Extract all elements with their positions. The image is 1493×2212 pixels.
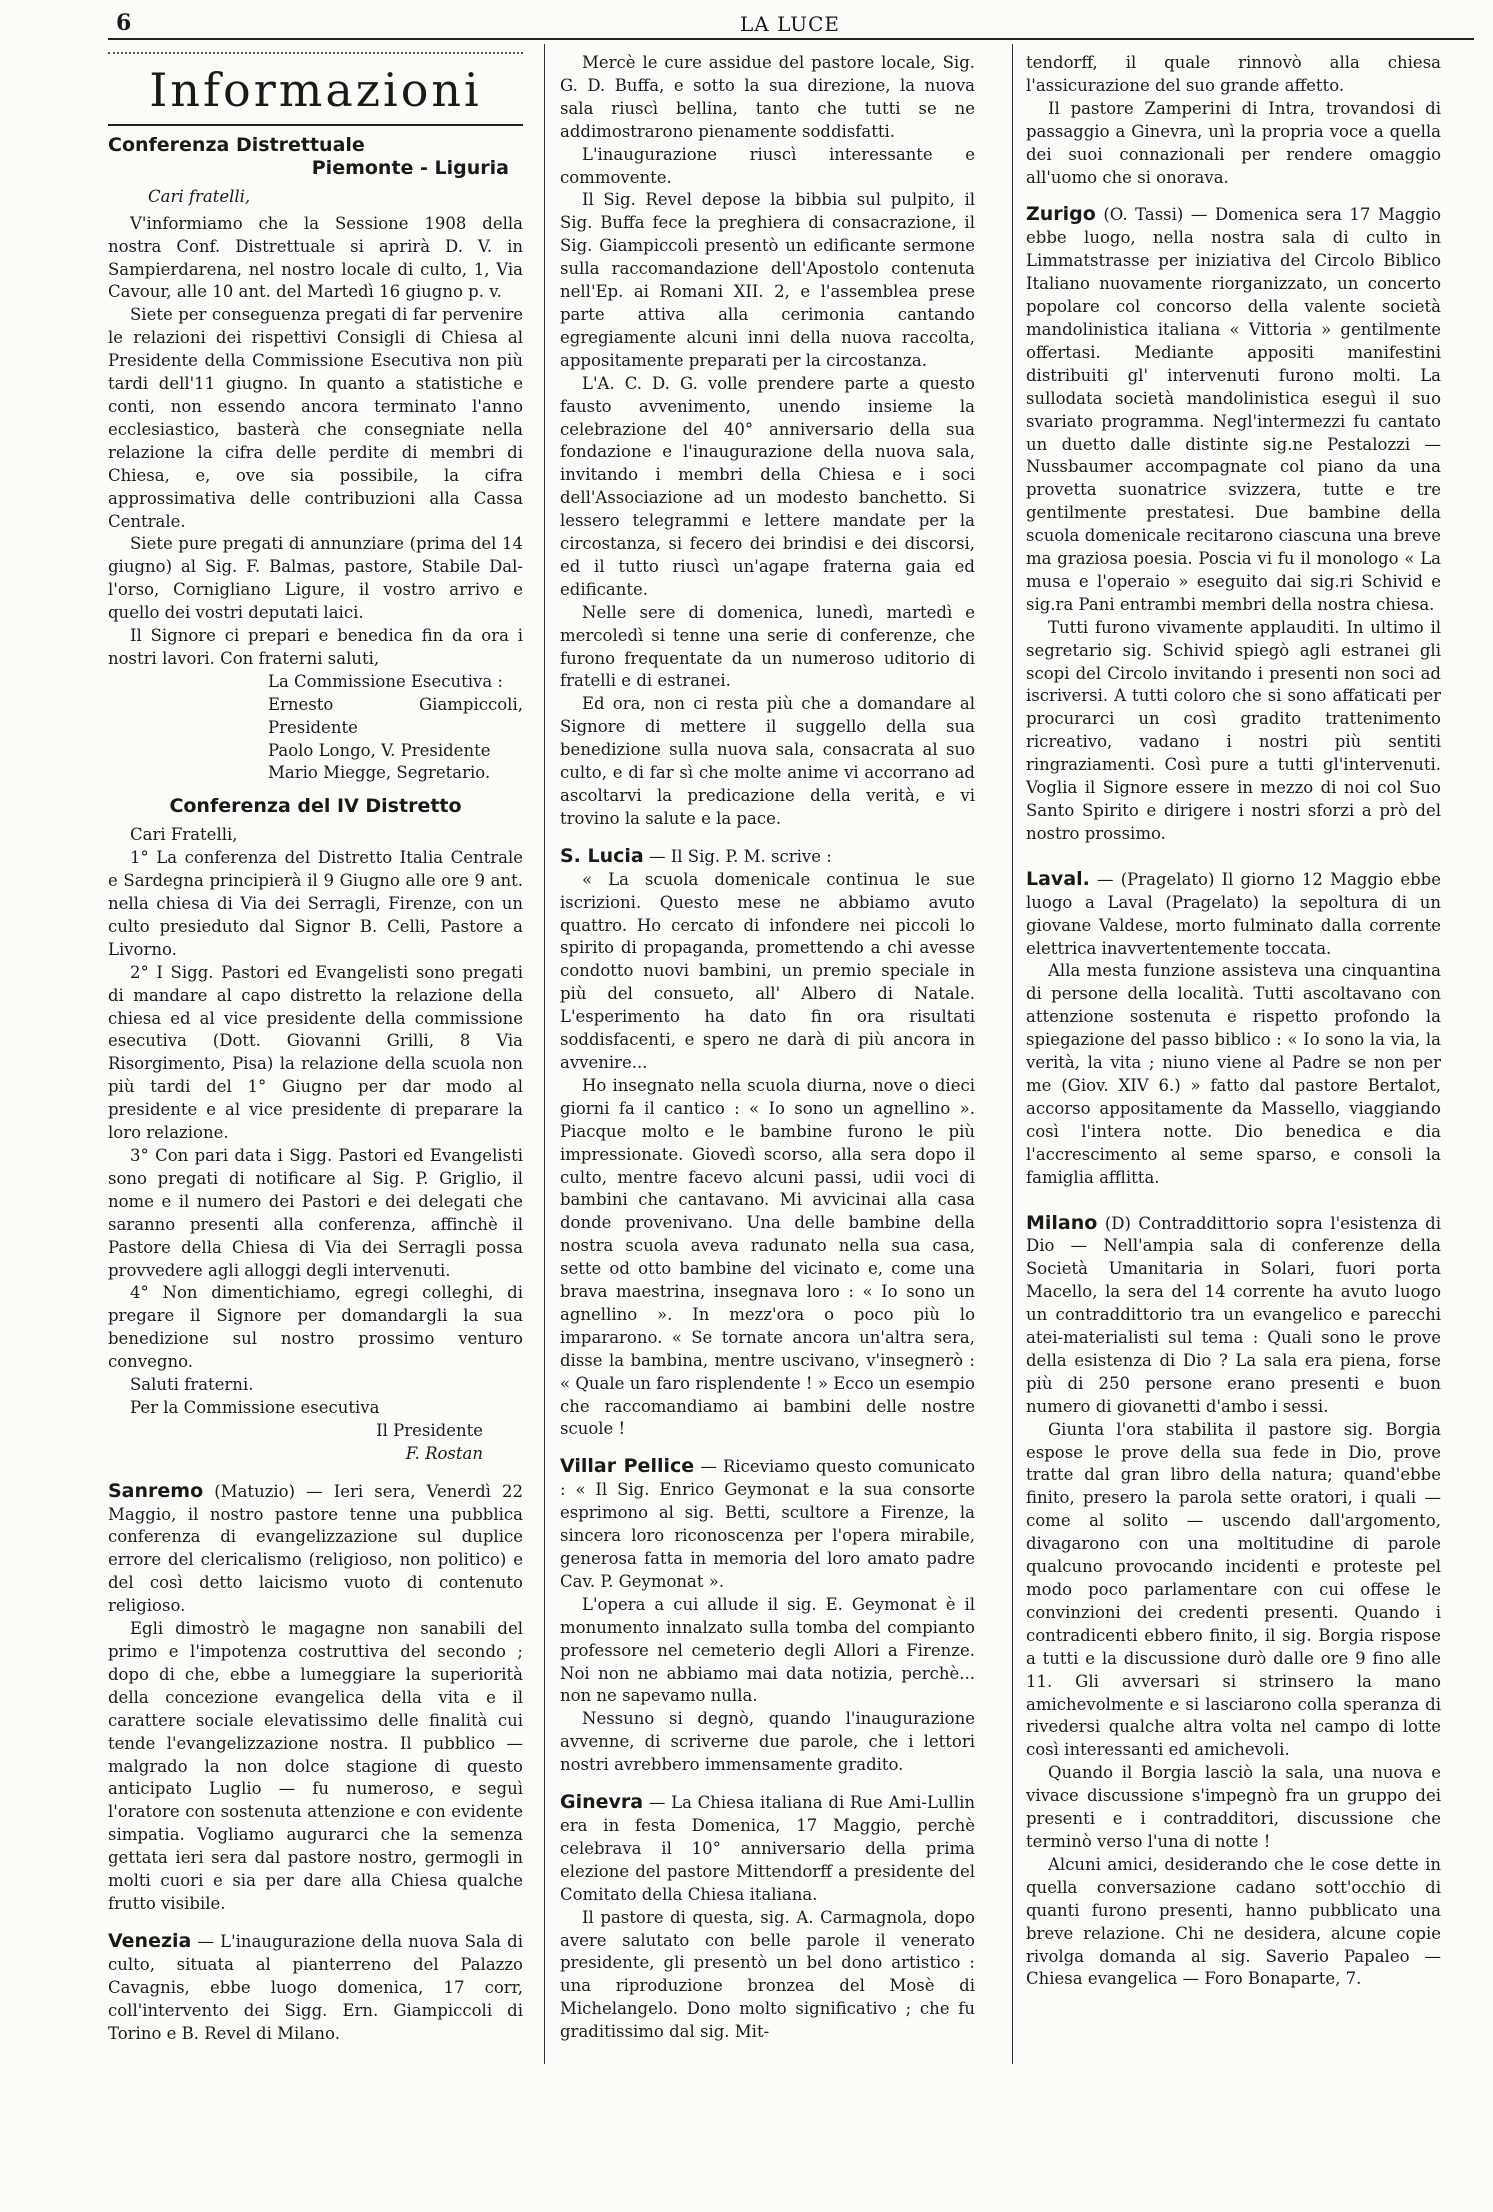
paragraph: Quando il Borgia lasciò la sala, una nuova e vivace discussione s'impegnò fra un gruppo dei presenti e i contradditori, discussione che terminò verso l'una di notte ! [1026, 1763, 1441, 1851]
paragraph: Per la Commissione esecutiva [130, 1397, 380, 1417]
column-2 [560, 52, 975, 2044]
signature-line: La Commissione Esecutiva : [268, 671, 503, 691]
paragraph: Siete per conseguenza pregati di far pervenire le relazioni dei rispettivi Consigli di Chiesa al Presidente della Commissione Esecutiva non più tardi dell'11 giugno. In quanto a statistiche e conti, non essendo ancora terminato l'anno ecclesiastico, basterà che consegniate nella relazione la cifra delle perdite di membri di Chiesa, e, ove sia possibile, la cifra approssimativa delle contribuzioni alla Cassa Centrale. [108, 305, 523, 531]
article-lead: — (Pragelato) Il giorno 12 Maggio ebbe luogo a Laval (Pragelato) la sepoltura di un giovane Valdese, morto fulminato dalla corrente elettrica inavvertentemente toccata. [1026, 869, 1441, 958]
signature-name: F. Rostan [405, 1443, 483, 1463]
article-heading: Villar Pellice [560, 1455, 695, 1478]
article-heading: S. Lucia [560, 844, 644, 867]
article-subheading: Piemonte - Liguria [311, 156, 509, 179]
paragraph: tendorff, il quale rinnovò alla chiesa l'assicurazione del suo grande affetto. [1026, 53, 1441, 95]
paragraph: Saluti fraterni. [130, 1375, 254, 1395]
paragraph: L'opera a cui allude il sig. E. Geymonat è il monumento innalzato sulla tomba del compianto professore nel cemeterio degli Allori a Firenze. Noi non ne abbiamo mai data notizia, perchè... non ne sapevamo nulla. [560, 1594, 975, 1706]
article-heading: Sanremo [108, 1479, 204, 1502]
paragraph: Il pastore di questa, sig. A. Carmagnola, dopo avere salutato con belle parole il venerato presidente, gli presentò un bel dono artistico : una riproduzione bronzea del Mosè di Michelangelo. Dono molto significativo ; che fu graditissimo dal sig. Mit- [560, 1907, 975, 2042]
paragraph: 1° La conferenza del Distretto Italia Centrale e Sardegna principierà il 9 Giugno alle ore 9 ant. nella chiesa di Via dei Serragli, Firenze, con un culto presieduto dal Signor B. Celli, Pastore a Livorno. [108, 848, 523, 959]
signature-line: Ernesto Giampiccoli, Presidente [268, 694, 523, 737]
paragraph: Mercè le cure assidue del pastore locale, Sig. G. D. Buffa, e sotto la sua direzione, la nuova sala riuscì bellina, tanto che tutti se ne addimostrarono pienamente soddisfatti. [560, 53, 975, 141]
signature-line: Il Presidente [376, 1420, 483, 1440]
article-lead: — La Chiesa italiana di Rue Ami-Lullin era in festa Domenica, 17 Maggio, perchè celebrava il 10° anniversario della prima elezione del pastore Mittendorff a presidente del Comitato della Chiesa italiana. [560, 1793, 975, 1904]
article-lead: (O. Tassi) — Domenica sera 17 Maggio ebbe luogo, nella nostra sala di culto in Limmatstrasse per iniziativa del Circolo Biblico Italiano nuovamente riorganizzato, un concerto popolare col concorso della valente società mandolinistica italiana « Vittoria » gentilmente offertasi. Mediante appositi manifestini distribuiti gl' intervenuti furono molti. La sullodata società mandolinistica eseguì il suo svariato programma. Negl'intermezzi fu cantato un duetto dalle distinte sig.ne Pestalozzi — Nussbaumer accompagnate col piano da una provetta suonatrice svizzera, tutte e tre gentilmente prestatesi. Due bambine della scuola domenicale recitarono ciascuna una breve ma graziosa poesia. Poscia vi fu il monologo « La musa e l'operaio » eseguito dai sig.ri Schivid e sig.ra Pani entrambi membri della nostra chiesa. [1026, 205, 1442, 614]
article-lead: — Il Sig. P. M. scrive : [649, 846, 832, 866]
paragraph: Giunta l'ora stabilita il pastore sig. Borgia espose le prove della sua fede in Dio, prove tratte dal gran libro della natura; quand'ebbe finito, presero la parola sette oratori, i quali — come al solito — uscendo dall'argomento, divagarono con una moltitudine di parole qualcuno provocando incidenti e proteste pel modo poco parlamentare con cui offese le convinzioni dei credenti presenti. Quando i contradicenti ebbero finito, il sig. Borgia rispose a tutti e la discussione durò dalle ore 9 fino alle 11. Gli avversari si strinsero la mano amichevolmente e si lasciarono colla speranza di rivedersi qualche altra volta nel campo di lotte così interessanti ed amichevoli. [1026, 1419, 1441, 1760]
article-lead: (Matuzio) — Ieri sera, Venerdì 22 Maggio, il nostro pastore tenne una pubblica conferenza di evangelizzazione sul duplice errore del clericalismo (religioso, non politico) e del così detto laicismo vuoto di contenuto religioso. [108, 1481, 524, 1616]
page-number: 6 [116, 10, 132, 36]
header-rule [108, 38, 1474, 40]
paragraph: Ho insegnato nella scuola diurna, nove o dieci giorni fa il cantico : « Io sono un agnellino ». Piacque molto e le bambine furono le più impressionate. Giovedì scorso, alla sera dopo il culto, mentre facevo alcuni passi, udii voci di bambini che cantavano. Mi avvicinai alla casa donde provenivano. Una delle bambine della nostra scuola aveva radunato nella sua casa, sette od otto bambine del vicinato e, come una brava maestrina, insegnava loro : « Io sono un agnellino ». In mezz'ora o poco più lo impararono. « Se tornate ancora un'altra sera, disse la bambina, mentre uscivano, v'insegnerò : « Quale un faro risplendente ! » Ecco un esempio che raccomandiamo ai bambini delle nostre scuole ! [560, 1075, 975, 1439]
paragraph: L'A. C. D. G. volle prendere parte a questo fausto avvenimento, unendo insieme la celebrazione del 40° anniversario della sua fondazione e l'inaugurazione della nuova sala, invitando i membri della Chiesa e i soci dell'Associazione ad un modesto banchetto. Si lessero telegrammi e lettere mandate per la circostanza, si fecero dei brindisi e dei discorsi, ed il tutto riuscì un'agape fraterna gaia ed edificante. [560, 373, 975, 599]
paragraph: 3° Con pari data i Sigg. Pastori ed Evangelisti sono pregati di notificare al Sig. P. Griglio, il nome e il numero dei Pastori e dei delegati che saranno presenti alla conferenza, affinchè il Pastore della Chiesa di Via dei Serragli possa provvedere agli alloggi degli intervenuti. [108, 1145, 523, 1280]
paragraph: Ed ora, non ci resta più che a domandare al Signore di mettere il suggello della sua benedizione sulla nuova sala, consacrata al suo culto, e di far sì che molte anime vi accorrano ad ascoltarvi la predicazione della verità, e vi trovino la salute e la pace. [560, 694, 975, 828]
signature-line: Paolo Longo, V. Presidente [268, 740, 491, 760]
paragraph: Tutti furono vivamente applauditi. In ultimo il segretario sig. Schivid spiegò agli estranei gli scopi del Circolo invitando i presenti non soci ad iscriversi. A tutti coloro che si sono affaticati per procurarci un così gradito trattenimento ricreativo, vadano i nostri più sentiti ringraziamenti. Così pure a tutti gl'intervenuti. Voglia il Signore essere in mezzo di noi col Suo Santo Spirito e dirigere i nostri sforzi a prò del nostro prossimo. [1026, 617, 1441, 843]
article-heading: Laval. [1026, 867, 1090, 890]
article-lead: — L'inaugurazione della nuova Sala di culto, situata al pianterreno del Palazzo Cavagnis, ebbe luogo domenica, 17 corr, coll'intervento dei Sigg. Ern. Giampiccoli di Torino e B. Revel di Milano. [108, 1931, 523, 2043]
salutation: Cari fratelli, [148, 186, 251, 206]
paragraph: V'informiamo che la Sessione 1908 della nostra Conf. Distrettuale si aprirà D. V. in Sampierdarena, nel nostro locale di culto, 1, Via Cavour, alle 10 ant. del Martedì 16 giugno p. v. [108, 213, 523, 302]
article-heading: Zurigo [1026, 203, 1096, 226]
paragraph: Siete pure pregati di annunziare (prima del 14 giugno) al Sig. F. Balmas, pastore, Stabile Dal-l'orso, Cornigliano Ligure, il vostro arrivo e quello dei vostri deputati laici. [108, 534, 523, 623]
masthead-rule [108, 124, 523, 126]
paragraph: Alla mesta funzione assisteva una cinquantina di persone della località. Tutti ascoltavano con attenzione sostenuta e rispetto profondo la spiegazione del passo biblico : « Io sono la via, la verità, la vita ; niuno viene al Padre se non per me (Giov. XIV 6.) » fatto dal pastore Bertalot, accorso appositamente da Massello, viaggiando così l'intera notte. Dio benedica e dia l'accrescimento al seme sparso, e consoli la famiglia afflitta. [1026, 961, 1441, 1187]
article-heading: Conferenza del IV Distretto [169, 795, 462, 818]
paragraph: Egli dimostrò le magagne non sanabili del primo e l'impotenza costruttiva del secondo ; dopo di che, ebbe a lumeggiare la superiorità della concezione evangelica della vita e il carattere sociale elevatissimo delle finalità cui tende l'evangelizzazione nostra. Il pubblico — malgrado la non dolce stagione di questo anticipato Luglio — fu numeroso, e seguì l'oratore con sostenuta attenzione e con evidente simpatia. Vogliamo augurarci che la semenza gettata ieri sera dal pastore nostro, germogli in molti cuori e sia per dare alla Chiesa qualche frutto visibile. [108, 1619, 523, 1913]
paragraph: L'inaugurazione riuscì interessante e commovente. [560, 144, 975, 187]
paragraph: Il Sig. Revel depose la bibbia sul pulpito, il Sig. Buffa fece la preghiera di consacrazione, il Sig. Giampiccoli presentò un edificante sermone sulla raccomandazione dell'Apostolo contenuta nell'Ep. ai Romani XII. 2, e l'assemblea prese parte attiva alla cerimonia cantando egregiamente alcuni inni della nuova raccolta, appositamente preparati per la circostanza. [560, 190, 975, 370]
column-divider [1012, 44, 1013, 2064]
article-lead: — Riceviamo questo comunicato : « Il Sig. Enrico Geymonat e la sua consorte esprimono al sig. Betti, scultore a Firenze, la sincera loro riconoscenza per l'opera mirabile, generosa fatta in memoria del loro amato padre Cav. P. Geymonat ». [560, 1457, 976, 1591]
paragraph: Il Signore ci prepari e benedica fin da ora i nostri lavori. Con fraterni saluti, [108, 626, 523, 668]
paragraph: 4° Non dimentichiamo, egregi colleghi, di pregare il Signore per domandargli la sua benedizione sul nostro prossimo venturo convegno. [108, 1283, 523, 1372]
article-heading: Venezia [108, 1929, 192, 1952]
article-heading: Milano [1026, 1211, 1098, 1234]
signature-line: Mario Miegge, Segretario. [268, 763, 491, 783]
paragraph: Nessuno si degnò, quando l'inaugurazione avvenne, di scriverne due parole, che i lettori nostri avrebbero immensamente gradito. [560, 1709, 975, 1775]
paragraph: Alcuni amici, desiderando che le cose dette in quella conversazione cadano sott'occhio di quanti furono presenti, hanno pubblicato una breve relazione. Chi ne desidera, alcune copie rivolga domanda al sig. Saverio Papaleo — Chiesa evangelica — Foro Bonaparte, 7. [1026, 1854, 1441, 1989]
salutation: Cari Fratelli, [130, 825, 238, 845]
article-lead: (D) Contraddittorio sopra l'esistenza di Dio — Nell'ampia sala di conferenze della Società Umanitaria in Solari, fuori porta Macello, la sera del 14 corrente ha avuto luogo un contraddittorio tra un evangelico e parecchi atei-materialisti sul tema : Quali sono le prove della esistenza di Dio ? La sala era piena, forse più di 250 persone erano presenti e buon numero di giovanetti d'ambo i sessi. [1026, 1213, 1441, 1416]
paragraph: « La scuola domenicale continua le sue iscrizioni. Questo mese ne abbiamo avuto quattro. Ho cercato di infondere nei piccoli lo spirito di propaganda, promettendo a chi avesse condotto nuovi bambini, un premio speciale in più del consueto, all' Albero di Natale. L'esperimento ha dato fin ora risultati soddisfacenti, e spero ne darà di più ancora in avvenire... [560, 869, 975, 1072]
column-1 [108, 52, 523, 2045]
article-heading: Ginevra [560, 1791, 644, 1814]
column-divider [544, 44, 545, 2064]
column-3 [1026, 52, 1441, 1991]
paragraph: Il pastore Zamperini di Intra, trovandosi di passaggio a Ginevra, unì la propria voce a quella dei suoi connazionali per rendere omaggio all'uomo che si onorava. [1026, 98, 1441, 187]
article-heading: Conferenza Distrettuale [108, 134, 365, 156]
ornament-rule [108, 52, 523, 60]
section-masthead: Informazioni [149, 63, 482, 117]
paragraph: Nelle sere di domenica, lunedì, martedì e mercoledì si tenne una serie di conferenze, che furono frequentate da un numeroso uditorio di fratelli e di estranei. [560, 602, 975, 691]
running-title: LA LUCE [740, 12, 841, 36]
paragraph: 2° I Sigg. Pastori ed Evangelisti sono pregati di mandare al capo distretto la relazione della chiesa ed al vice presidente della commissione esecutiva (Dott. Giovanni Grilli, 8 Via Risorgimento, Pisa) la relazione della scuola non più tardi del 1° Giugno per dar modo al presidente e al vice presidente di preparare la loro relazione. [108, 962, 523, 1143]
